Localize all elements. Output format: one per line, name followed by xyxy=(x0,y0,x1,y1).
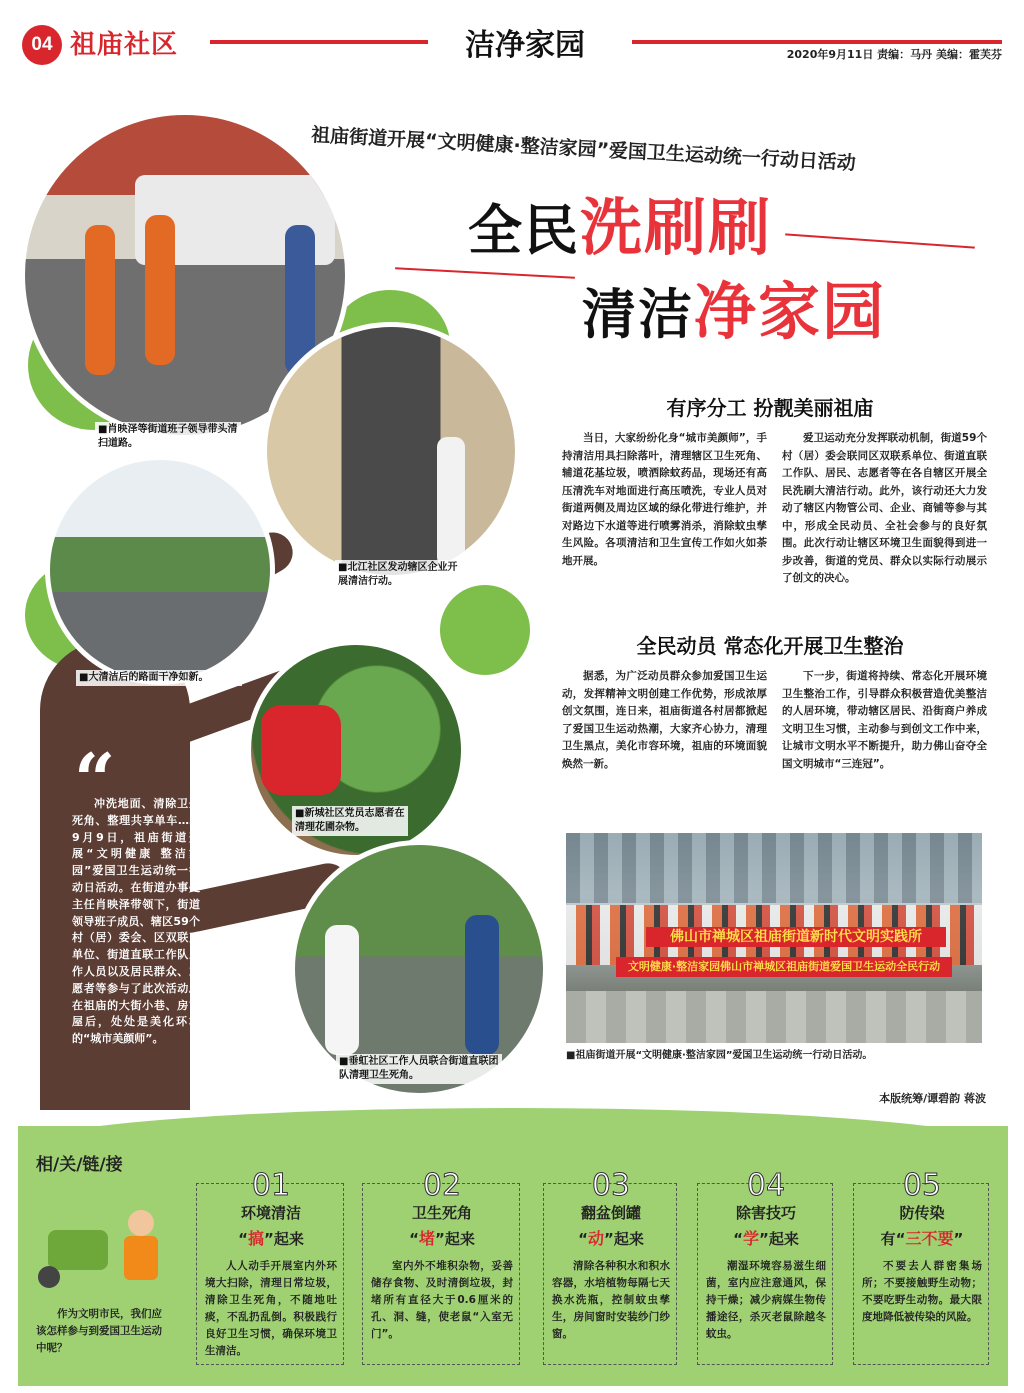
section2-col1: 据悉，为广泛动员群众参加爱国卫生运动，发挥精神文明创建工作优势，形成浓厚创文氛围，连日来，祖庙街道各村居都掀起了爱国卫生运动热潮，大家齐心协力，清理卫生黑点，美化市容环境，祖庙的环境面貌焕然一新。 xyxy=(562,670,767,770)
volunteer xyxy=(261,705,341,795)
plaza-floor xyxy=(566,991,982,1043)
card-subtitle: “学”起来 xyxy=(733,1229,799,1248)
section-title: 洁净家园 xyxy=(465,28,585,63)
group-photo-caption: ■祖庙街道开展“文明健康·整洁家园”爱国卫生运动统一行动日活动。 xyxy=(566,1050,873,1061)
card-text: 不要去人群密集场所；不要接触野生动物；不要吃野生动物。最大限度地降低被传染的风险。 xyxy=(862,1260,982,1323)
card-03 xyxy=(543,1168,677,1365)
card-subtitle: “堵”起来 xyxy=(409,1229,475,1248)
card-number: 02 xyxy=(422,1168,462,1203)
column-logo: 祖庙社区 xyxy=(70,30,179,60)
caption-4: ■新城社区党员志愿者在清理花圃杂物。 xyxy=(292,806,408,836)
worker xyxy=(85,225,115,375)
card-05 xyxy=(853,1168,989,1365)
caption-3: ■大清洁后的路面干净如新。 xyxy=(76,670,242,686)
caption-1: ■肖映泽等街道班子领导带头清扫道路。 xyxy=(95,422,241,452)
card-title: 翻盆倒罐 xyxy=(580,1204,641,1222)
cleaner-cartoon xyxy=(38,1200,168,1300)
building-facade xyxy=(566,833,982,903)
worker xyxy=(437,437,465,567)
header-rule-right xyxy=(632,40,1002,44)
subhead-1: 有序分工 扮靓美丽祖庙 xyxy=(666,396,874,420)
card-title: 除害技巧 xyxy=(735,1204,796,1222)
worker xyxy=(145,215,175,365)
person-head-icon xyxy=(128,1210,154,1236)
card-title: 环境清洁 xyxy=(240,1204,301,1222)
related-panel-wave xyxy=(18,1108,1008,1148)
headline-line1: 全民洗刷刷 xyxy=(468,191,773,264)
header-rule-left xyxy=(210,40,428,44)
card-02 xyxy=(362,1168,520,1365)
subhead-2: 全民动员 常态化开展卫生整治 xyxy=(636,634,904,658)
card-title: 防传染 xyxy=(899,1204,945,1222)
card-title: 卫生死角 xyxy=(411,1204,472,1222)
worker xyxy=(465,915,499,1055)
card-subtitle: “动”起来 xyxy=(578,1229,644,1248)
card-text: 室内外不堆积杂物，妥善储存食物、及时清倒垃圾，封堵所有直径大于0.6厘米的孔、洞、缝，使老鼠“入室无门”。 xyxy=(371,1260,513,1340)
card-subtitle: “搞”起来 xyxy=(238,1229,304,1248)
card-04 xyxy=(697,1168,833,1365)
card-number: 03 xyxy=(591,1168,631,1203)
quote-mark: “ xyxy=(74,737,116,822)
photo-clean-road xyxy=(45,455,275,685)
section2-col2: 下一步，街道将持续、常态化开展环境卫生整治工作，引导群众积极营造优美整洁的人居环境，带动辖区居民、沿街商户养成文明卫生习惯，主动参与到创文工作中来，让城市文明水平不断提升，助力佛山奋夺全国文明城市“三连冠”。 xyxy=(782,670,987,770)
section1-col1: 当日，大家纷纷化身“城市美颜师”，手持清洁用具扫除落叶，清理辖区卫生死角、辅道花基垃圾，喷洒除蚊药品，现场还有高压清洗车对地面进行高压喷洗，专业人员对街道两侧及周边区域的绿化带进行维护，并对路边下水道等进行喷雾消杀，消除蚊虫孳生风险。各项清洁和卫生宣传工作如火如荼地开展。 xyxy=(562,432,767,567)
banner-2: 文明健康·整洁家园佛山市禅城区祖庙街道爱国卫生运动全民行动 xyxy=(616,957,952,977)
related-prompt: 作为文明市民，我们应该怎样参与到爱国卫生运动中呢？ xyxy=(36,1308,162,1354)
person-body-icon xyxy=(124,1236,158,1280)
card-number: 01 xyxy=(251,1168,291,1203)
photo-storefront-cleaning xyxy=(262,322,520,580)
page-meta: 2020年9月11日 责编：马丹 美编：霍芙芬 xyxy=(786,48,1002,61)
credit: 本版统筹/谭碧韵 蒋波 xyxy=(879,1092,986,1105)
card-text: 人人动手开展室内外环境大扫除，清理日常垃圾，清除卫生死角，不随地吐痰，不乱扔乱倒。积极践行良好卫生习惯，确保环境卫生清洁。 xyxy=(205,1260,337,1357)
card-subtitle: 有“三不要” xyxy=(880,1229,964,1248)
caption-5: ■垂虹社区工作人员联合街道直联团队清理卫生死角。 xyxy=(336,1054,502,1084)
wheel-icon xyxy=(38,1266,60,1288)
headline-line2: 清洁净家园 xyxy=(582,275,887,348)
section1-col2: 爱卫运动充分发挥联动机制，街道59个村（居）委会联同区双联系单位、街道直联工作队、居民、志愿者等在各自辖区开展全民洗刷大清洁行动。此外，该行动还大力发动了辖区内物管公司、企业、商铺等参与其中，形成全民动员、全社会参与的良好氛围。此次行动让辖区环境卫生面貌得到进一步改善，街道的党员、群众以实际行动展示了创文的决心。 xyxy=(782,432,987,584)
banner-1: 佛山市禅城区祖庙街道新时代文明实践所 xyxy=(646,927,946,947)
headline-rule-1 xyxy=(785,233,975,248)
card-number: 05 xyxy=(902,1168,942,1203)
tree-leaf xyxy=(440,585,530,675)
headline-kicker: 祖庙街道开展“文明健康·整洁家园”爱国卫生运动统一行动日活动 xyxy=(310,123,857,175)
worker xyxy=(325,925,359,1055)
group-photo xyxy=(566,833,982,1043)
page-number: 04 xyxy=(22,25,62,65)
card-text: 潮湿环境容易滋生细菌，室内应注意通风，保持干燥；减少病媒生物传播途径，杀灭老鼠除越冬蚊虫。 xyxy=(706,1260,826,1340)
card-01 xyxy=(196,1168,344,1365)
intro-text: 冲洗地面、清除卫生死角、整理共享单车……9月9日，祖庙街道开展“文明健康 整洁家园”爱国卫生运动统一行动日活动。在街道办事处主任肖映泽带领下，街道领导班子成员、辖区59个村（居）委会、区双联系单位、街道直联工作队工作人员以及居民群众、志愿者等参与了此次活动。在祖庙的大街小巷、房前屋后，处处是美化环境的“城市美颜师”。 xyxy=(72,797,200,1046)
headline-rule-2 xyxy=(395,267,575,278)
wheelbarrow-icon xyxy=(48,1230,108,1270)
related-heading: 相/关/链/接 xyxy=(36,1155,123,1175)
card-number: 04 xyxy=(746,1168,786,1203)
card-text: 清除各种积水和积水容器，水培植物每隔七天换水洗瓶，控制蚊虫孳生，房间窗时安装纱门纱窗。 xyxy=(552,1260,670,1340)
caption-2: ■北江社区发动辖区企业开展清洁行动。 xyxy=(335,560,461,590)
